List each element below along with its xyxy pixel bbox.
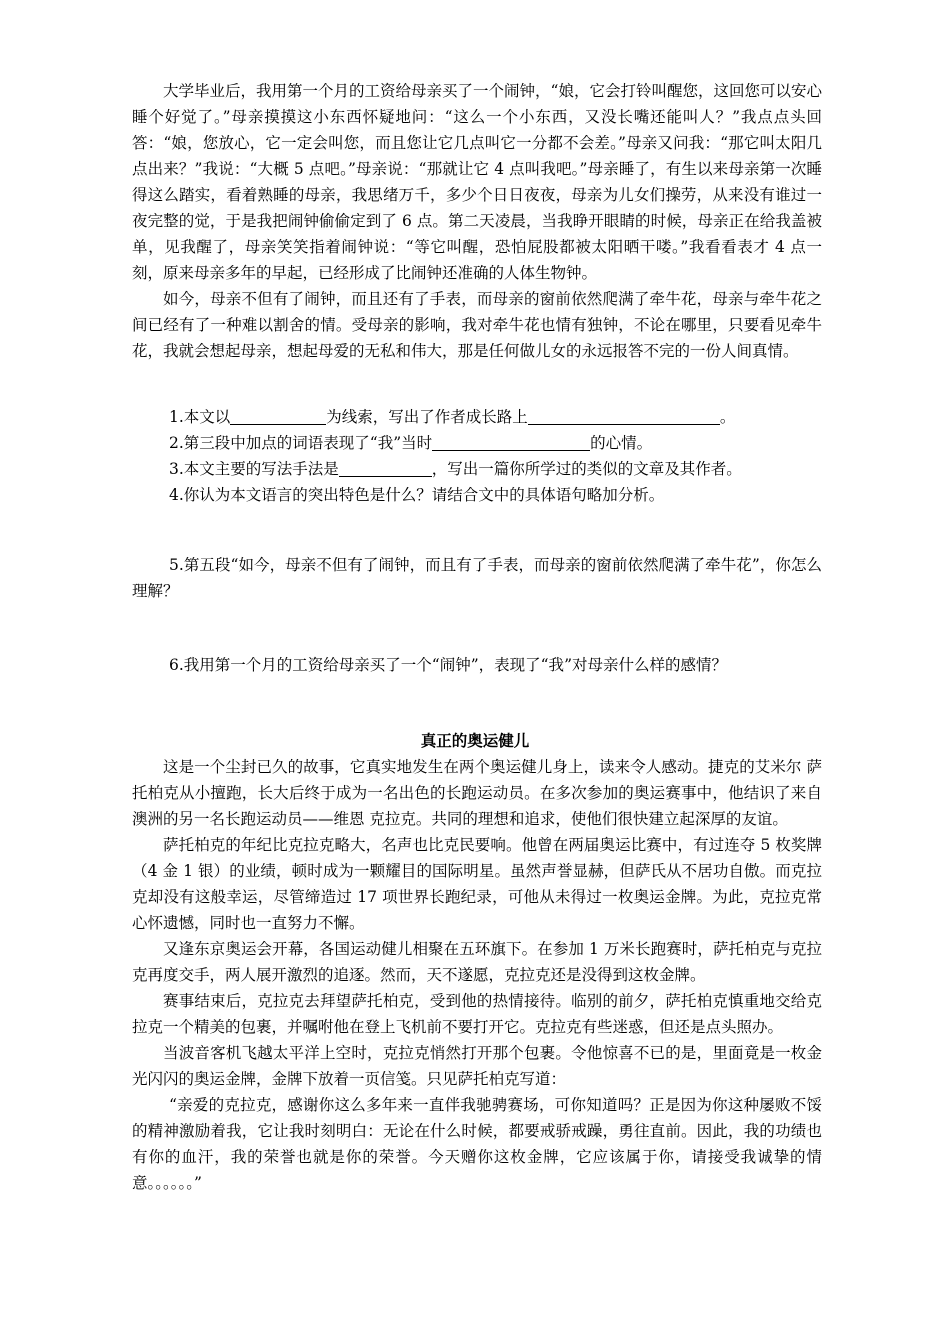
question-2-text-b: 的心情。 (590, 434, 653, 452)
passage2-letter: “亲爱的克拉克，感谢你这么多年来一直伴我驰骋赛场，可你知道吗？正是因为你这种屡败不馁的精神激励着我，它让我时刻明白：无论在什么时候，都要戒骄戒躁，勇往直前。因此，我的功绩也有你的血汗，我的荣誉也就是你的荣誉。今天赠你这枚金牌，它应该属于你，请接受我诚挚的情意。。。。。。” (132, 1096, 822, 1192)
passage1-paragraph-2: 如今，母亲不但有了闹钟，而且还有了手表，而母亲的窗前依然爬满了牵牛花，母亲与牵牛花之间已经有了一种难以割舍的情。受母亲的影响，我对牵牛花也情有独钟，不论在哪里，只要看见牵牛花，我就会想起母亲，想起母爱的无私和伟大，那是任何做儿女的永远报答不完的一份人间真情。 (132, 290, 822, 360)
question-3-text-b: ，写出一篇你所学过的类似的文章及其作者。 (431, 460, 742, 478)
question-3-blank[interactable] (339, 458, 432, 477)
question-list (132, 404, 822, 508)
question-2 (132, 430, 822, 456)
question-5-block (132, 552, 822, 604)
question-5: 5.第五段“如今，母亲不但有了闹钟，而且有了手表，而母亲的窗前依然爬满了牵牛花”，你怎么理解？ (132, 556, 822, 600)
question-4: 4.你认为本文语言的突出特色是什么？请结合文中的具体语句略加分析。 (169, 486, 665, 504)
passage2-paragraph-4: 赛事结束后，克拉克去拜望萨托柏克，受到他的热情接待。临别的前夕，萨托柏克慎重地交给克拉克一个精美的包裹，并嘱咐他在登上飞机前不要打开它。克拉克有些迷惑，但还是点头照办。 (132, 992, 822, 1036)
question-1-blank-2[interactable] (528, 406, 720, 425)
passage2-paragraph-1: 这是一个尘封已久的故事，它真实地发生在两个奥运健儿身上，读来令人感动。捷克的艾米尔 萨托柏克从小擅跑，长大后终于成为一名出色的长跑运动员。在多次参加的奥运赛事中，他结识了来自澳洲的另一名长跑运动员——维恩 克拉克。共同的理想和追求，使他们很快建立起深厚的友谊。 (132, 758, 822, 828)
question-6-block (132, 652, 822, 678)
question-1 (132, 404, 822, 430)
question-1-blank-1[interactable] (230, 406, 326, 425)
passage2-title: 真正的奥运健儿 (420, 731, 530, 750)
question-3-text-a: 3.本文主要的写法手法是 (169, 460, 339, 478)
passage2-paragraph-2: 萨托柏克的年纪比克拉克略大，名声也比克民要响。他曾在两届奥运比赛中，有过连夺 5 枚奖牌（4 金 1 银）的业绩，顿时成为一颗耀目的国际明星。虽然声誉显赫，但萨氏从不居功自傲。而克拉克却没有这般幸运，尽管缔造过 17 项世界长跑纪录，可他从未得过一枚奥运金牌。为此，克拉克常心怀遗憾，同时也一直努力不懈。 (132, 836, 822, 932)
question-1-text-a: 1.本文以 (169, 408, 231, 426)
passage2-paragraph-5: 当波音客机飞越太平洋上空时，克拉克悄然打开那个包裹。令他惊喜不已的是，里面竟是一枚金光闪闪的奥运金牌，金牌下放着一页信笺。只见萨托柏克写道： (132, 1044, 822, 1088)
question-2-text-a: 2.第三段中加点的词语表现了“我”当时 (169, 434, 433, 452)
question-1-text-b: 为线索，写出了作者成长路上 (326, 408, 528, 426)
passage2-body (132, 754, 822, 1196)
passage2-paragraph-3: 又逢东京奥运会开幕，各国运动健儿相聚在五环旗下。在参加 1 万米长跑赛时，萨托柏克与克拉克再度交手，两人展开激烈的追逐。然而，天不遂愿，克拉克还是没得到这枚金牌。 (132, 940, 822, 984)
question-6: 6.我用第一个月的工资给母亲买了一个“闹钟”，表现了“我”对母亲什么样的感情？ (169, 656, 727, 674)
question-3 (132, 456, 822, 482)
question-1-text-c: 。 (719, 408, 736, 426)
passage1-body (132, 78, 822, 364)
question-2-blank[interactable] (432, 432, 590, 451)
passage1-paragraph-1: 大学毕业后，我用第一个月的工资给母亲买了一个闹钟，“娘，它会打铃叫醒您，这回您可以安心睡个好觉了。”母亲摸摸这小东西怀疑地问：“这么一个小东西，又没长嘴还能叫人？”我点点头回答：“娘，您放心，它一定会叫您，而且您让它几点叫它一分都不会差。”母亲又问我：“那它叫太阳几点出来？”我说：“大概 5 点吧。”母亲说：“那就让它 4 点叫我吧。”母亲睡了，有生以来母亲第一次睡得这么踏实，看着熟睡的母亲，我思绪万千，多少个日日夜夜，母亲为儿女们操劳，从来没有谁过一夜完整的觉，于是我把闹钟偷偷定到了 6 点。第二天凌晨，当我睁开眼睛的时候，母亲正在给我盖被单，见我醒了，母亲笑笑指着闹钟说：“等它叫醒，恐怕屁股都被太阳晒干喽。”我看看表才 4 点一刻，原来母亲多年的早起，已经形成了比闹钟还准确的人体生物钟。 (132, 82, 822, 282)
